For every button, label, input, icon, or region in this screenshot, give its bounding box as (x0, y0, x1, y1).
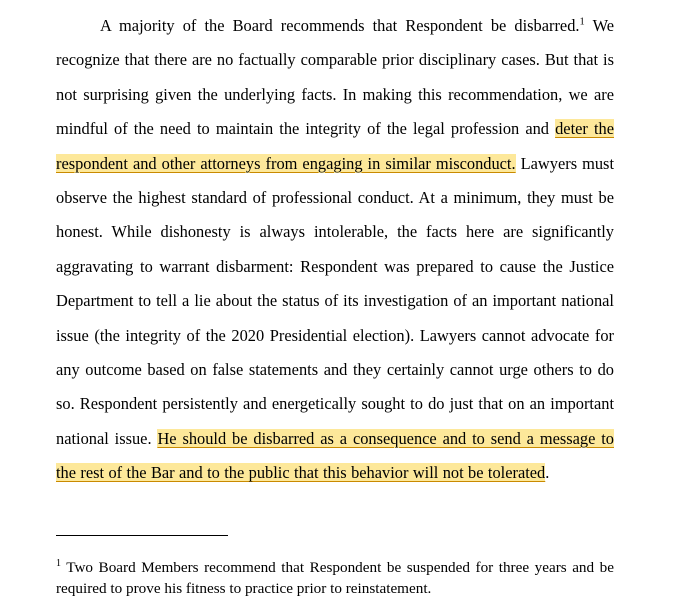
paragraph-segment-4: . (545, 463, 550, 483)
paragraph-segment-1: A majority of the Board recommends that Respondent be disbarred. (100, 16, 580, 35)
paragraph-segment-2: We recognize that there are no factually comparable prior disciplinary cases. But that is not surprising given the underlying facts. In making this recommendation, we are mindful of the need to maintain the integrity of the legal profession and (56, 16, 614, 139)
main-paragraph (56, 9, 614, 491)
footnote-marker: 1 (56, 557, 61, 569)
highlighted-text-disbarred: He should be disbarred as a consequence and to send a message to the rest of the Bar and to the public that this behavior will not be tolerated (56, 428, 614, 483)
footnote (56, 557, 614, 599)
footnote-text: Two Board Members recommend that Respondent be suspended for three years and be required to prove his fitness to practice prior to reinstatement. (56, 559, 614, 597)
paragraph-segment-3: Lawyers must observe the highest standard of professional conduct. At a minimum, they must be honest. While dishonesty is always intolerable, the facts here are significantly aggravating to warrant disbarment: Respondent was prepared to cause the Justice Department to tell a lie about the status of its investigation of an important national issue (the integrity of the 2020 Presidential election). Lawyers cannot advocate for any outcome based on false statements and they certainly cannot urge others to do so. Respondent persistently and energetically sought to do just that on an important national issue. (56, 153, 614, 448)
footnote-reference: 1 (579, 16, 585, 28)
footnote-separator (56, 535, 228, 536)
highlighted-text-deter: deter the respondent and other attorneys from engaging in similar misconduct. (56, 119, 615, 173)
